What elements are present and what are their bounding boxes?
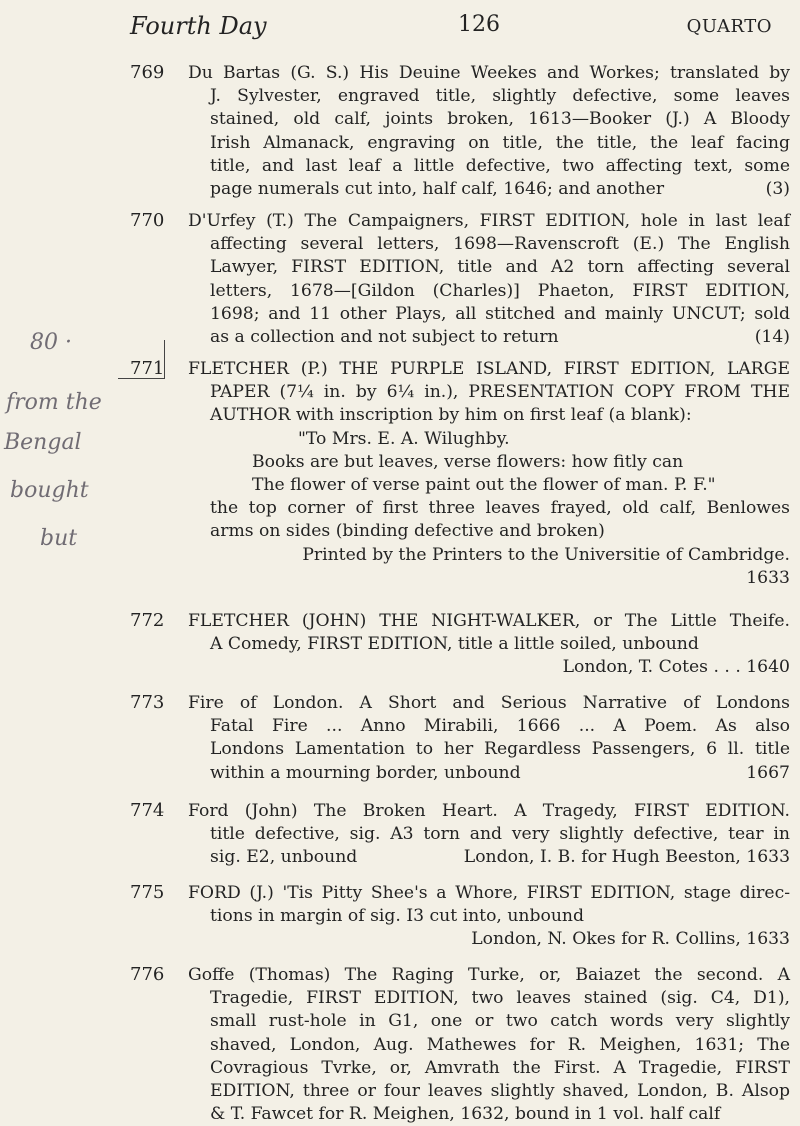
- lot-description: [188, 210, 790, 349]
- lot-number: 773: [130, 692, 165, 713]
- lot-quantity: (14): [754, 327, 790, 348]
- lot-number: 775: [130, 882, 165, 903]
- handwritten-line: Bengal: [4, 430, 82, 455]
- lot-line: FLETCHER (JOHN) THE NIGHT-WALKER, or The Little Theife.: [188, 611, 790, 631]
- lot-description: [188, 800, 790, 870]
- lot-line: [188, 326, 790, 349]
- lot-description: [188, 882, 790, 952]
- lot-line: Ford (John) The Broken Heart. A Tragedy, FIRST EDITION.: [188, 801, 790, 821]
- format-heading: QUARTO: [686, 16, 772, 37]
- lot-line: Londons Lamentation to her Regardless Passengers, 6 ll. title: [210, 739, 790, 760]
- lot-line: affecting several letters, 1698—Ravenscroft (E.) The English: [210, 234, 790, 255]
- lot-quantity: (3): [765, 179, 790, 200]
- handwritten-marginal-note: [0, 330, 140, 690]
- lot-description: [188, 610, 790, 680]
- inscription-line: "To Mrs. E. A. Wilughby.: [298, 428, 510, 449]
- lot-line: [188, 846, 790, 869]
- lot-line: 1698; and 11 other Plays, all stitched and mainly UNCUT; sold: [210, 303, 790, 324]
- lot-line: title defective, sig. A3 torn and very slightly defective, tear in: [210, 824, 790, 845]
- lot-description: [188, 964, 790, 1126]
- lot-line: [188, 178, 790, 201]
- lot-line: FLETCHER (P.) THE PURPLE ISLAND, FIRST EDITION, LARGE: [188, 359, 790, 379]
- lot-description: [188, 62, 790, 201]
- lot-line-text: page numerals cut into, half calf, 1646; and another: [210, 179, 665, 200]
- lot-number: 776: [130, 964, 165, 985]
- lot-line-text: as a collection and not subject to return: [210, 327, 559, 348]
- lot-line: title, and last leaf a little defective, two affecting text, some: [210, 155, 790, 176]
- lot-description: [188, 692, 790, 785]
- lot-number: 770: [130, 210, 165, 231]
- day-heading: Fourth Day: [130, 12, 267, 40]
- lot-line: J. Sylvester, engraved title, slightly defective, some leaves: [210, 86, 790, 107]
- imprint-year: 1667: [746, 762, 790, 783]
- imprint-line: Printed by the Printers to the Universitie of Cambridge.: [302, 544, 790, 565]
- lot-line: [188, 762, 790, 785]
- handwritten-line: 80 ·: [30, 330, 72, 355]
- lot-number: 771: [130, 358, 165, 379]
- page-number: 126: [458, 12, 500, 37]
- lot-line: tions in margin of sig. I3 cut into, unbound: [210, 906, 584, 927]
- lot-line: D'Urfey (T.) The Campaigners, FIRST EDITION, hole in last leaf: [188, 211, 790, 231]
- lot-line-text: within a mourning border, unbound: [210, 762, 521, 783]
- lot-line: Fatal Fire ... Anno Mirabili, 1666 ... A Poem. As also: [210, 716, 790, 737]
- imprint-line: London, N. Okes for R. Collins, 1633: [471, 929, 790, 950]
- handwritten-line: bought: [10, 478, 89, 503]
- imprint-line: London, T. Cotes . . . 1640: [562, 657, 790, 678]
- lot-line: arms on sides (binding defective and broken): [210, 521, 605, 542]
- lot-number: 774: [130, 800, 165, 821]
- imprint-year: 1633: [746, 567, 790, 588]
- lot-number: 769: [130, 62, 165, 83]
- lot-line: PAPER (7¼ in. by 6¼ in.), PRESENTATION COPY FROM THE: [210, 382, 790, 403]
- inscription-line: The flower of verse paint out the flower of man. P. F.": [252, 475, 716, 496]
- lot-line: Covragious Tvrke, or, Amvrath the First. A Tragedie, FIRST: [210, 1057, 790, 1078]
- lot-line: Fire of London. A Short and Serious Narrative of Londons: [188, 693, 790, 713]
- lot-description: [188, 358, 790, 590]
- lot-line: Goffe (Thomas) The Raging Turke, or, Baiazet the second. A: [188, 965, 790, 985]
- lot-number: 772: [130, 610, 165, 631]
- lot-line: stained, old calf, joints broken, 1613—Booker (J.) A Bloody: [210, 109, 790, 130]
- lot-line: AUTHOR with inscription by him on first leaf (a blank):: [210, 405, 692, 426]
- lot-line: letters, 1678—[Gildon (Charles)] Phaeton, FIRST EDITION,: [210, 280, 790, 301]
- lot-line: Lawyer, FIRST EDITION, title and A2 torn affecting several: [210, 257, 790, 278]
- lot-line: A Comedy, FIRST EDITION, title a little soiled, unbound: [210, 634, 699, 655]
- lot-line: Irish Almanack, engraving on title, the title, the leaf facing: [210, 132, 790, 153]
- lot-line-text: sig. E2, unbound: [210, 847, 358, 868]
- lot-line: Tragedie, FIRST EDITION, two leaves stained (sig. C4, D1),: [210, 988, 790, 1009]
- lot-line: & T. Fawcet for R. Meighen, 1632, bound in 1 vol. half calf: [210, 1104, 721, 1125]
- lot-line: the top corner of first three leaves frayed, old calf, Benlowes: [210, 498, 790, 519]
- handwritten-line: but: [40, 526, 78, 551]
- lot-line: EDITION, three or four leaves slightly shaved, London, B. Alsop: [210, 1081, 790, 1102]
- inscription-line: Books are but leaves, verse flowers: how fitly can: [252, 451, 684, 472]
- lot-line: FORD (J.) 'Tis Pitty Shee's a Whore, FIRST EDITION, stage direc-: [188, 883, 790, 903]
- lot-line: small rust-hole in G1, one or two catch words very slightly: [210, 1011, 790, 1032]
- handwritten-line: from the: [6, 390, 102, 415]
- lot-line: shaved, London, Aug. Mathewes for R. Meighen, 1631; The: [210, 1034, 790, 1055]
- imprint-line: London, I. B. for Hugh Beeston, 1633: [463, 847, 790, 868]
- lot-line: Du Bartas (G. S.) His Deuine Weekes and Workes; translated by: [188, 63, 790, 83]
- page-header: [130, 12, 772, 42]
